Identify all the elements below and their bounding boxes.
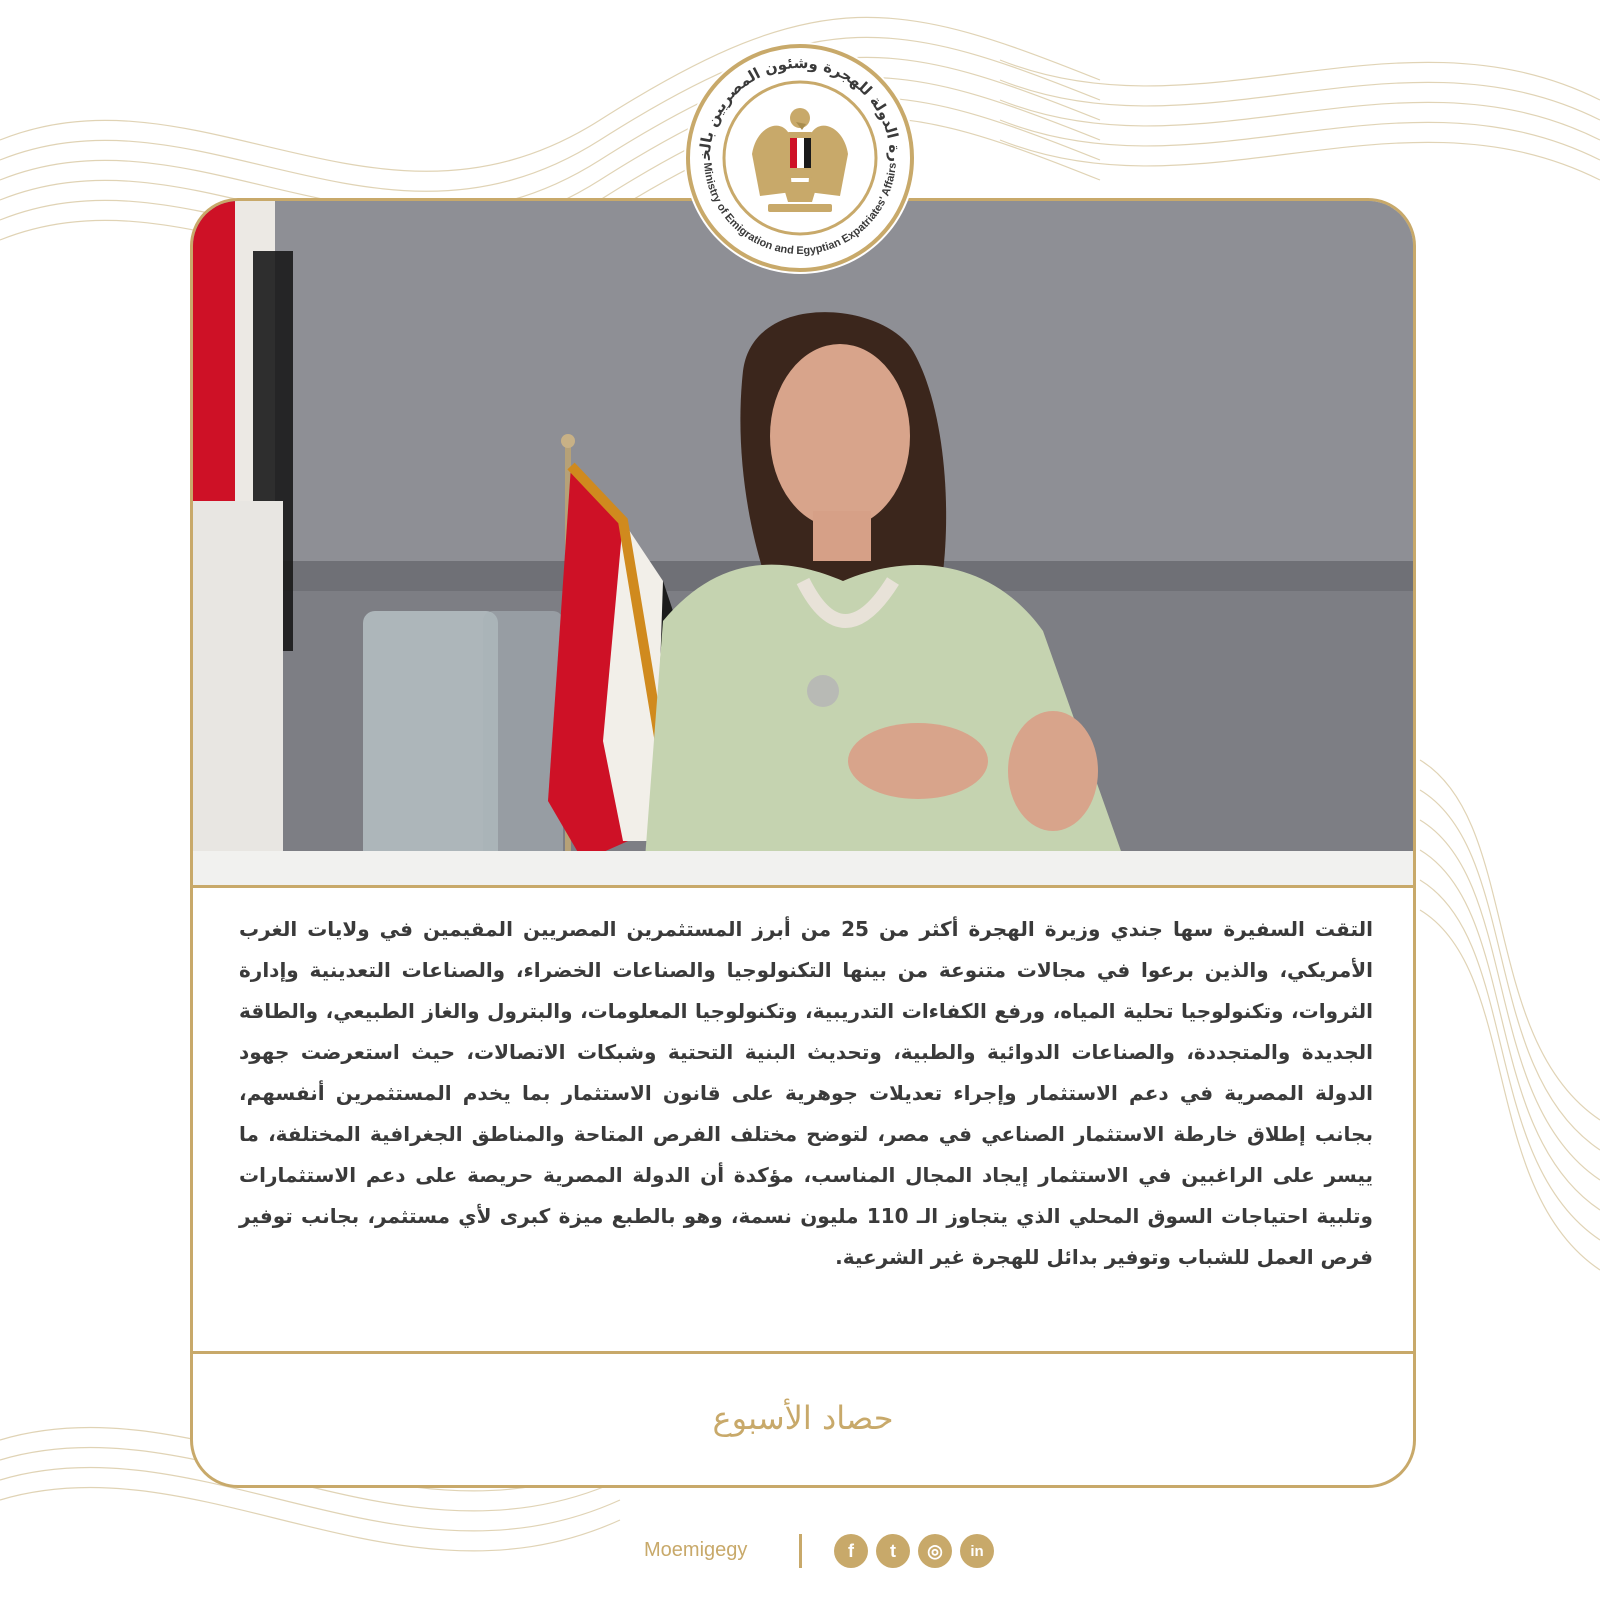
ministry-logo xyxy=(682,40,918,276)
instagram-icon[interactable]: ◎ xyxy=(918,1534,952,1568)
news-card xyxy=(190,198,1416,1488)
photo-minister-with-egyptian-flag xyxy=(193,201,1413,885)
twitter-icon[interactable]: t xyxy=(876,1534,910,1568)
logo-english-text: Ministry of Emigration and Egyptian Expatriates' Affairs xyxy=(701,161,899,258)
footer-divider xyxy=(193,1351,1413,1354)
logo-arabic-text: رة الدولة للهجرة وشئون المصريين بالخ xyxy=(695,53,905,163)
social-divider xyxy=(799,1534,802,1568)
social-handle[interactable]: Moemigegy xyxy=(644,1539,748,1561)
linkedin-icon[interactable]: in xyxy=(960,1534,994,1568)
photo-divider xyxy=(193,885,1413,888)
section-title: حصاد الأسبوع xyxy=(712,1399,894,1437)
facebook-icon[interactable]: f xyxy=(834,1534,868,1568)
article-body: التقت السفيرة سها جندي وزيرة الهجرة أكثر من 25 من أبرز المستثمرين المصريين المقيمين في ولايات الغرب الأمريكي، والذين برعوا في مجالات متنوعة من بينها التكنولوجيا والصناعات الخضراء، والصناعات التعدينية وإدارة الثروات، وتكنولوجيا تحلية المياه، ورفع الكفاءات التدريبية، وتكنولوجيا المعلومات، والبترول والغاز الطبيعي، والطاقة الجديدة والمتجددة، والصناعات الدوائية والطبية، وتحديث البنية التحتية وشبكات الاتصالات، حيث استعرضت جهود الدولة المصرية في دعم الاستثمار وإجراء تعديلات جوهرية على قانون الاستثمار بما يخدم المستثمرين أنفسهم، بجانب إطلاق خارطة الاستثمار الصناعي في مصر، لتوضح مختلف الفرص المتاحة والمناطق الجغرافية المختلفة، ما ييسر على الراغبين في الاستثمار إيجاد المجال المناسب، مؤكدة أن الدولة المصرية حريصة على دعم الاستثمارات وتلبية احتياجات السوق المحلي الذي يتجاوز الـ 110 مليون نسمة، وهو بالطبع ميزة كبرى لأي مستثمر، بجانب توفير فرص العمل للشباب وتوفير بدائل للهجرة غير الشرعية. xyxy=(239,917,1373,1269)
